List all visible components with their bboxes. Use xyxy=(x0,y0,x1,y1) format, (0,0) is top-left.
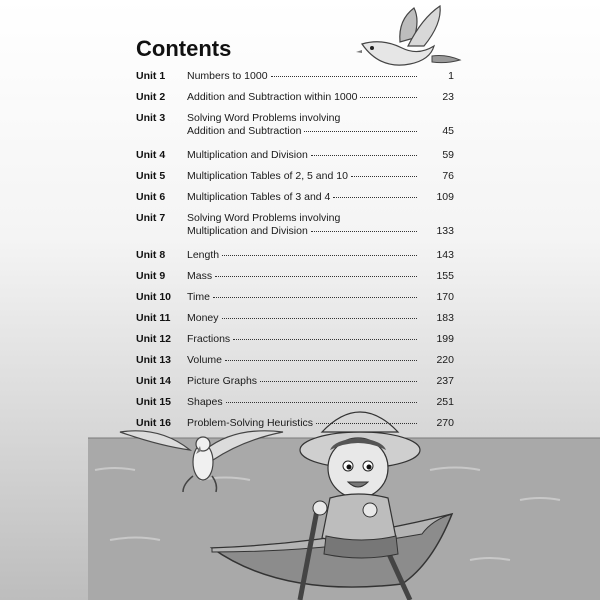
unit-title-text: Solving Word Problems involving xyxy=(187,112,341,124)
page-number: 270 xyxy=(436,417,454,429)
unit-title xyxy=(187,375,417,388)
leader-dots xyxy=(213,297,417,298)
leader-dots xyxy=(351,176,417,177)
page-number: 220 xyxy=(436,354,454,366)
unit-number: Unit 14 xyxy=(136,375,172,387)
unit-title xyxy=(187,91,417,104)
page-number: 109 xyxy=(436,191,454,203)
unit-title-text: Addition and Subtraction within 1000 xyxy=(187,91,358,103)
page-number: 23 xyxy=(442,91,454,103)
leader-dots xyxy=(271,76,417,77)
unit-title-text: Multiplication and Division xyxy=(187,225,308,237)
unit-title-text: Shapes xyxy=(187,396,223,408)
unit-title xyxy=(187,191,417,204)
leader-dots xyxy=(215,276,417,277)
page-number: 251 xyxy=(436,396,454,408)
unit-title-text: Multiplication and Division xyxy=(187,149,308,161)
leader-dots xyxy=(222,255,417,256)
unit-title-text: Fractions xyxy=(187,333,231,345)
unit-title-text: Numbers to 1000 xyxy=(187,70,268,82)
leader-dots xyxy=(225,360,417,361)
unit-number: Unit 11 xyxy=(136,312,171,324)
leader-dots xyxy=(333,197,417,198)
unit-number: Unit 5 xyxy=(136,170,166,182)
unit-title xyxy=(187,417,417,430)
unit-title xyxy=(187,291,417,304)
page-number: 1 xyxy=(448,70,454,82)
unit-number: Unit 6 xyxy=(136,191,166,203)
page-number: 199 xyxy=(436,333,454,345)
page-number: 237 xyxy=(436,375,454,387)
unit-number: Unit 1 xyxy=(136,70,166,82)
seagull-top-icon xyxy=(356,6,460,65)
page-number: 59 xyxy=(442,149,454,161)
unit-number: Unit 10 xyxy=(136,291,172,303)
unit-number: Unit 3 xyxy=(136,112,166,124)
unit-title xyxy=(187,212,417,238)
unit-number: Unit 15 xyxy=(136,396,172,408)
unit-title xyxy=(187,354,417,367)
page-number: 45 xyxy=(442,125,454,137)
unit-title-text: Money xyxy=(187,312,219,324)
unit-number: Unit 8 xyxy=(136,249,166,261)
unit-title xyxy=(187,333,417,346)
leader-dots xyxy=(260,381,417,382)
page-number: 183 xyxy=(436,312,454,324)
leader-dots xyxy=(360,97,417,98)
unit-title-text: Mass xyxy=(187,270,213,282)
unit-title xyxy=(187,112,417,138)
unit-title-text: Multiplication Tables of 2, 5 and 10 xyxy=(187,170,348,182)
unit-title xyxy=(187,170,417,183)
unit-title xyxy=(187,70,417,83)
page-number: 170 xyxy=(436,291,454,303)
unit-number: Unit 2 xyxy=(136,91,166,103)
unit-title-text: Length xyxy=(187,249,220,261)
unit-title-text: Addition and Subtraction xyxy=(187,125,302,137)
page-number: 76 xyxy=(442,170,454,182)
unit-title xyxy=(187,249,417,262)
leader-dots xyxy=(222,318,417,319)
unit-number: Unit 9 xyxy=(136,270,166,282)
page-title: Contents xyxy=(136,36,232,61)
unit-number: Unit 7 xyxy=(136,212,166,224)
unit-title-text: Time xyxy=(187,291,210,303)
leader-dots xyxy=(233,339,417,340)
unit-number: Unit 16 xyxy=(136,417,172,429)
unit-number: Unit 12 xyxy=(136,333,172,345)
unit-title-text: Multiplication Tables of 3 and 4 xyxy=(187,191,331,203)
unit-title-text: Volume xyxy=(187,354,223,366)
page-number: 155 xyxy=(436,270,454,282)
unit-title xyxy=(187,149,417,162)
leader-dots xyxy=(316,423,417,424)
unit-title xyxy=(187,270,417,283)
leader-dots xyxy=(311,155,417,156)
unit-title-text: Solving Word Problems involving xyxy=(187,212,341,224)
unit-title-text: Picture Graphs xyxy=(187,375,258,387)
leader-dots xyxy=(226,402,417,403)
unit-title-text: Problem-Solving Heuristics xyxy=(187,417,314,429)
page-number: 133 xyxy=(436,225,454,237)
leader-dots xyxy=(304,131,417,132)
unit-number: Unit 13 xyxy=(136,354,172,366)
leader-dots xyxy=(311,231,417,232)
unit-title xyxy=(187,396,417,409)
unit-title xyxy=(187,312,417,325)
page-number: 143 xyxy=(436,249,454,261)
unit-number: Unit 4 xyxy=(136,149,166,161)
